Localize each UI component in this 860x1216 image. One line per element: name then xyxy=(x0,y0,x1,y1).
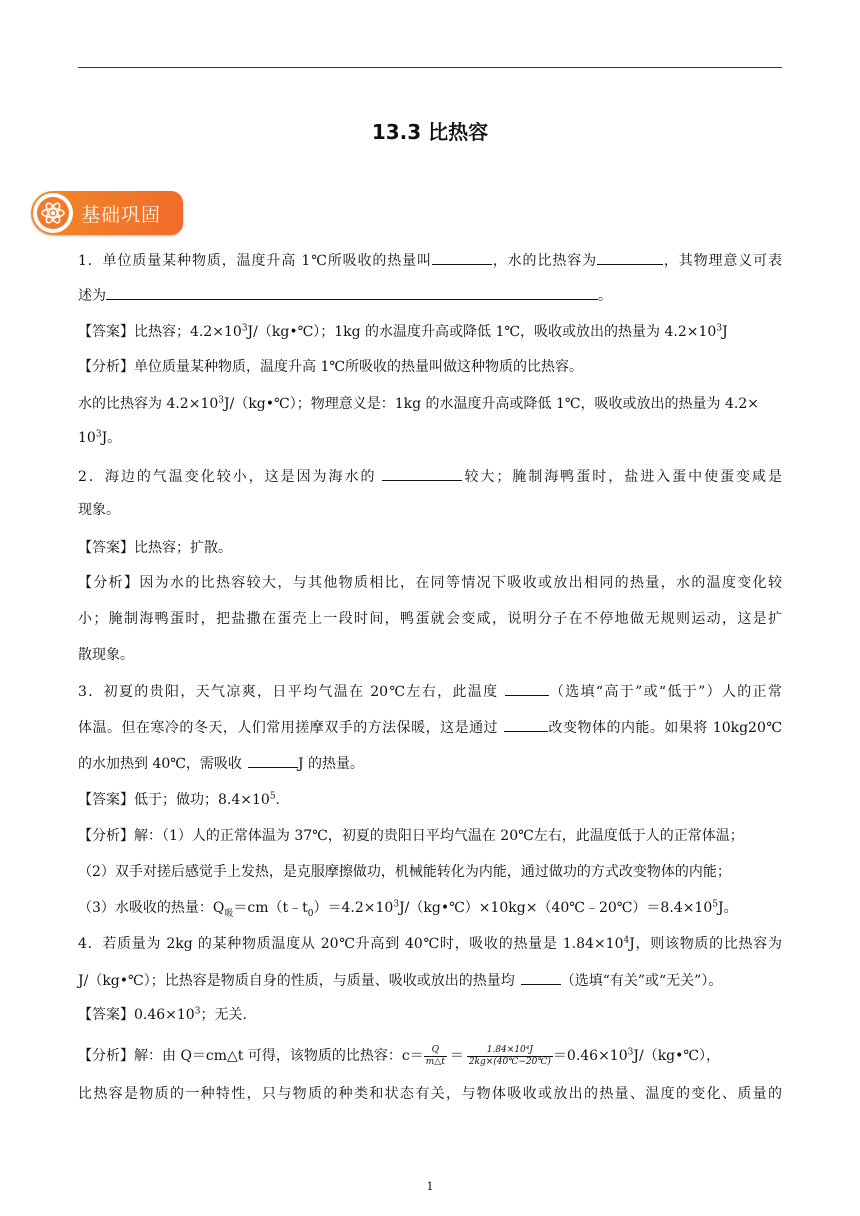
q3-answer: 【答案】低于；做功；$8.4\times 10^5$. xyxy=(78,791,280,808)
q3-line-1: 3．初夏的贵阳，天气凉爽，日平均气温在 20℃左右，此温度 （选填“高于”或“低于”）人的正常 xyxy=(78,681,782,702)
q1-blank-2 xyxy=(597,250,663,265)
q2-answer: 【答案】比热容；扩散。 xyxy=(78,540,232,556)
q3-blank-3 xyxy=(248,753,298,768)
q1-line-2: 述为 。 xyxy=(78,285,612,306)
q3-line-3: 的水加热到 40℃，需吸收 J 的热量。 xyxy=(78,753,364,774)
q1-analysis-3: $10^3J$。 xyxy=(78,429,122,446)
q4-line-2: J/（kg•℃）；比热容是物质自身的性质，与质量、吸收或放出的热量均 （选填“有关”或“无关”）。 xyxy=(78,970,722,991)
q4-line-1: 4．若质量为 2kg 的某种物质温度从 20℃升高到 40℃时，吸收的热量是 $1.84\times 10^4J$，则该物质的比热容为 xyxy=(78,935,782,952)
formula-fraction-1: $\frac{Q}{m\triangle t}$ xyxy=(425,1044,445,1067)
formula-fraction-2: $\frac{\text{1.84×10⁴J}}{2kg\times(40℃-20℃)}$ xyxy=(468,1044,551,1067)
atom-icon xyxy=(40,200,66,226)
q1-analysis-2: 水的比热容为 $4.2\times 10^3J/(kg•℃)$；物理意义是：1kg 的水温度升高或降低 1℃，吸收或放出的热量为 4.2× xyxy=(78,395,759,412)
page-number: 1 xyxy=(426,1180,434,1193)
q3-analysis-2: （2）双手对搓后感觉手上发热，是克服摩擦做功，机械能转化为内能，通过做功的方式改变物体的内能； xyxy=(78,864,731,880)
q1-answer: 【答案】比热容；$4.2\times 10^3J/(kg•℃)$；1kg 的水温度升高或降低 1℃，吸收或放出的热量为 $4.2\times 10^3J$ xyxy=(78,323,728,340)
q1-blank-1 xyxy=(432,250,492,265)
q2-analysis-2: 小；腌制海鸭蛋时，把盐撒在蛋壳上一段时间，鸭蛋就会变咸，说明分子在不停地做无规则运动，这是扩 xyxy=(78,611,782,627)
q2-line-2: 现象。 xyxy=(78,502,120,518)
q2-analysis-1: 【分析】因为水的比热容较大，与其他物质相比，在同等情况下吸收或放出相同的热量，水的温度变化较 xyxy=(78,575,782,591)
q3-line-2: 体温。但在寒冷的冬天，人们常用搓摩双手的方法保暖，这是通过 改变物体的内能。如果将 10kg20℃ xyxy=(78,717,782,738)
q3-analysis-3: （3）水吸收的热量：$Q_吸=cm(t﹣t_0)=4.2\times 10^3J/(kg•℃)\times 10kg\times(40℃﹣20℃)=8.4\times 10^5J$。 xyxy=(78,899,738,919)
q4-answer: 【答案】$0.46\times 10^3$；无关. xyxy=(78,1006,247,1023)
q3-blank-2 xyxy=(504,717,548,732)
q4-analysis-2: 比热容是物质的一种特性，只与物质的种类和状态有关，与物体吸收或放出的热量、温度的变化、质量的 xyxy=(78,1086,782,1102)
q1-blank-3 xyxy=(106,285,598,300)
header-rule xyxy=(78,67,782,68)
q1-analysis-1: 【分析】单位质量某种物质，温度升高 1℃所吸收的热量叫做这种物质的比热容。 xyxy=(78,359,584,375)
q2-line-1: 2．海边的气温变化较小，这是因为海水的 较大；腌制海鸭蛋时，盐进入蛋中使蛋变咸是 xyxy=(78,466,782,487)
q2-blank-1 xyxy=(382,466,462,481)
q4-blank-1 xyxy=(521,970,561,985)
q2-analysis-3: 散现象。 xyxy=(78,647,134,663)
section-banner xyxy=(31,191,183,235)
q3-analysis-1: 【分析】解：（1）人的正常体温为 37℃，初夏的贵阳日平均气温在 20℃左右，此温度低于人的正常体温； xyxy=(78,828,744,844)
q3-blank-1 xyxy=(505,681,549,696)
page-title: 13.3 比热容 xyxy=(371,120,489,144)
q1-line-1: 1．单位质量某种物质，温度升高 1℃所吸收的热量叫 ，水的比热容为 ，其物理意义可表 xyxy=(78,250,782,271)
banner-label: 基础巩固 xyxy=(81,204,162,226)
q4-analysis-formula: 【分析】解：由 Q＝cm△t 可得，该物质的比热容：c＝ $\frac{Q}{m\triangle t}$ ＝ $\frac{\text{1.84×10⁴J}}{2kg\times(40℃-20℃)}$ $=0.46\times 10^3J/(kg•℃)$， xyxy=(78,1044,721,1067)
banner-icon-circle xyxy=(33,193,73,233)
